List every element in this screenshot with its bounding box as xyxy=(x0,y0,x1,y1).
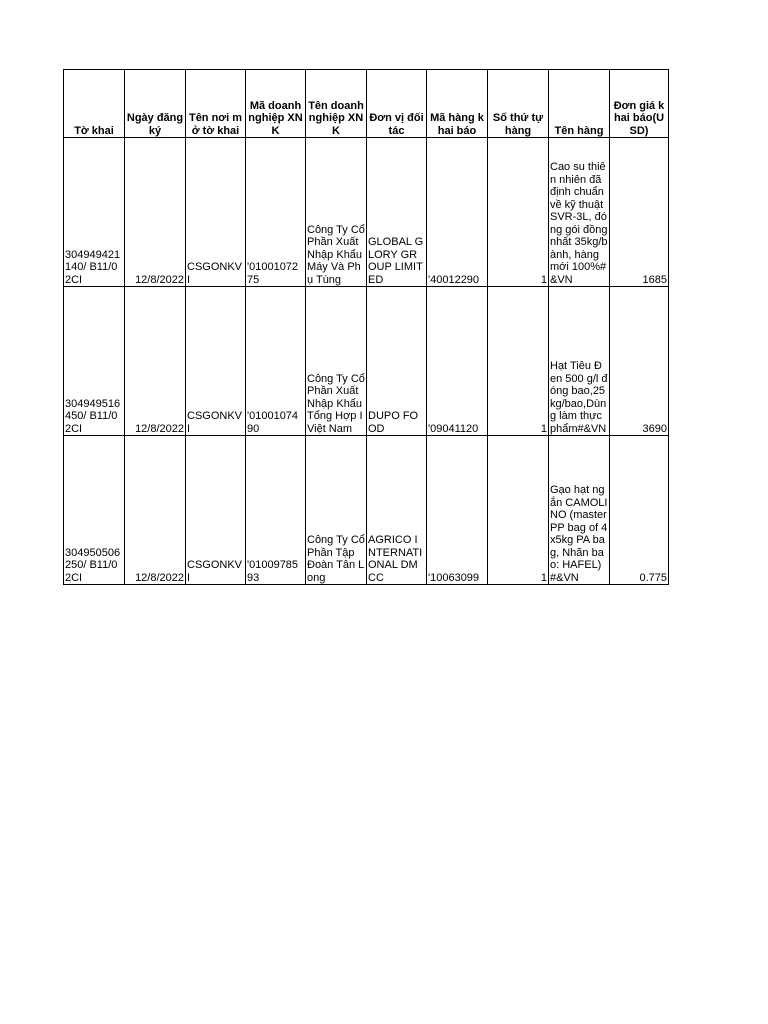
cell-don-gia: 1685 xyxy=(610,138,669,287)
header-ma-doanh-nghiep: Mã doanh nghiệp XNK xyxy=(246,70,306,138)
cell-ma-hang: '09041120 xyxy=(427,287,488,436)
header-ten-hang: Tên hàng xyxy=(549,70,610,138)
cell-to-khai: 304949516450/ B11/02CI xyxy=(64,287,125,436)
cell-ma-doanh-nghiep: '0100107490 xyxy=(246,287,306,436)
header-row xyxy=(64,70,669,138)
cell-ten-doanh-nghiep: Công Ty Cổ Phần Xuất Nhập Khẩu Máy Và Phụ Tùng xyxy=(306,138,367,287)
cell-ma-doanh-nghiep: '0100107275 xyxy=(246,138,306,287)
cell-ngay-dang-ky: 12/8/2022 xyxy=(125,138,186,287)
cell-ten-noi-mo: CSGONKVI xyxy=(186,287,246,436)
cell-ma-doanh-nghiep: '0100978593 xyxy=(246,436,306,585)
cell-don-gia: 0.775 xyxy=(610,436,669,585)
customs-declaration-table xyxy=(63,69,669,585)
cell-so-thu-tu: 1 xyxy=(488,287,549,436)
cell-ten-hang: Gạo hạt ngắn CAMOLINO (master PP bag of 4x5kg PA bag, Nhãn bao: HAFEL) #&VN xyxy=(549,436,610,585)
cell-don-gia: 3690 xyxy=(610,287,669,436)
cell-ma-hang: '40012290 xyxy=(427,138,488,287)
cell-ma-hang: '10063099 xyxy=(427,436,488,585)
header-ten-doanh-nghiep: Tên doanh nghiệp XNK xyxy=(306,70,367,138)
cell-ten-noi-mo: CSGONKVI xyxy=(186,436,246,585)
cell-ten-doanh-nghiep: Công Ty Cổ Phần Tập Đoàn Tân Long xyxy=(306,436,367,585)
header-ma-hang: Mã hàng khai báo xyxy=(427,70,488,138)
header-don-vi-doi-tac: Đơn vị đối tác xyxy=(367,70,427,138)
cell-don-vi-doi-tac: DUPO FOOD xyxy=(367,287,427,436)
header-don-gia: Đơn giá khai báo(USD) xyxy=(610,70,669,138)
cell-don-vi-doi-tac: GLOBAL GLORY GROUP LIMITED xyxy=(367,138,427,287)
cell-ten-hang: Cao su thiên nhiên đã định chuẩn về kỹ thuật SVR-3L, đóng gói đồng nhất 35kg/bành, hàng mới 100%#&VN xyxy=(549,138,610,287)
cell-ten-hang: Hạt Tiêu Đen 500 g/l đóng bao,25 kg/bao,Dùng làm thực phẩm#&VN xyxy=(549,287,610,436)
cell-so-thu-tu: 1 xyxy=(488,138,549,287)
cell-to-khai: 304949421140/ B11/02CI xyxy=(64,138,125,287)
cell-ten-noi-mo: CSGONKVI xyxy=(186,138,246,287)
header-ten-noi-mo: Tên nơi mở tờ khai xyxy=(186,70,246,138)
table-row xyxy=(64,436,669,585)
cell-ngay-dang-ky: 12/8/2022 xyxy=(125,287,186,436)
cell-ten-doanh-nghiep: Công Ty Cổ Phần Xuất Nhập Khẩu Tổng Hợp I Việt Nam xyxy=(306,287,367,436)
header-so-thu-tu: Số thứ tự hàng xyxy=(488,70,549,138)
table-row xyxy=(64,287,669,436)
header-to-khai: Tờ khai xyxy=(64,70,125,138)
cell-to-khai: 304950506250/ B11/02CI xyxy=(64,436,125,585)
table-row xyxy=(64,138,669,287)
cell-don-vi-doi-tac: AGRICO INTERNATIONAL DMCC xyxy=(367,436,427,585)
cell-ngay-dang-ky: 12/8/2022 xyxy=(125,436,186,585)
cell-so-thu-tu: 1 xyxy=(488,436,549,585)
header-ngay-dang-ky: Ngày đăng ký xyxy=(125,70,186,138)
